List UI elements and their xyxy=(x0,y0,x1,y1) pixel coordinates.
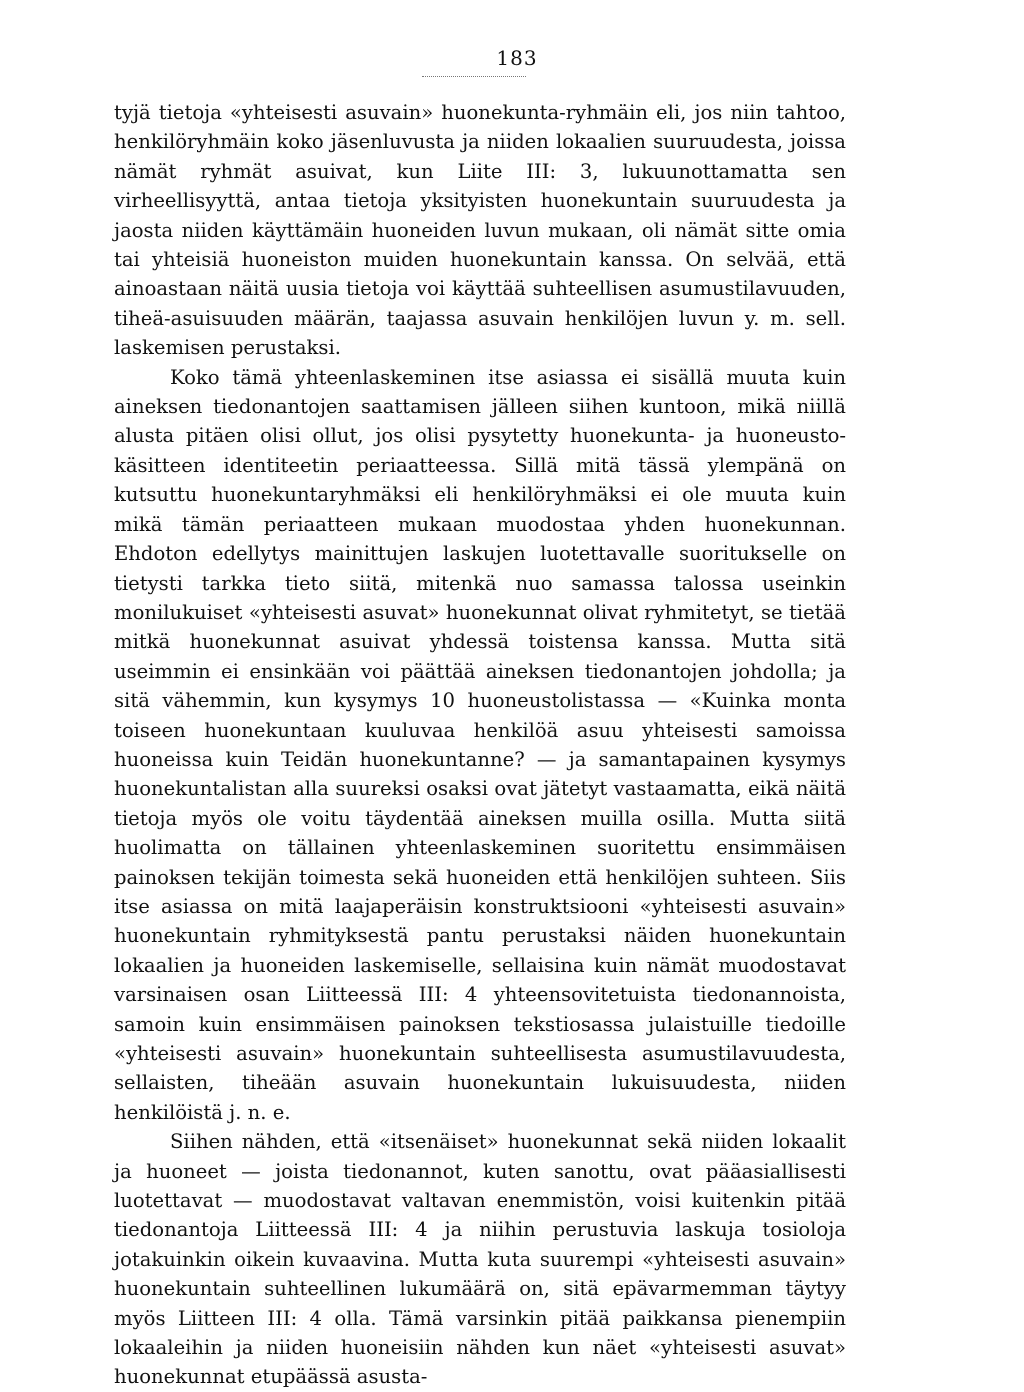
paragraph-1: tyjä tietoja «yhteisesti asuvain» huonekunta-ryhmäin eli, jos niin tahtoo, henkilöryhmäin koko jäsenluvusta ja niiden lokaalien suuruudesta, joissa nämät ryhmät asuivat, kun Liite III: 3, lukuunottamatta sen virheellisyyttä, antaa tietoja yksityisten huonekuntain suuruudesta ja jaosta niiden käyttämäin huoneiden luvun mukaan, oli nämät sitte omia tai yhteisiä huoneiston muiden huonekuntain kanssa. On selvää, että ainoastaan näitä uusia tietoja voi käyttää suhteellisen asumustilavuuden, tiheä-asuisuuden määrän, taajassa asuvain henkilöjen luvun y. m. sell. laskemisen perustaksi. xyxy=(114,101,846,360)
page-number: 183 xyxy=(496,46,538,70)
paragraph-2: Koko tämä yhteenlaskeminen itse asiassa ei sisällä muuta kuin aineksen tiedonantojen saattamisen jälleen siihen kuntoon, mikä niillä alusta pitäen olisi ollut, jos olisi pysytetty huonekunta- ja huoneusto-käsitteen identiteetin periaatteessa. Sillä mitä tässä ylempänä on kutsuttu huonekuntaryhmäksi eli henkilöryhmäksi ei ole muuta kuin mikä tämän periaatteen mukaan muodostaa yhden huonekunnan. Ehdoton edellytys mainittujen laskujen luotettavalle suoritukselle on tietysti tarkka tieto siitä, mitenkä nuo samassa talossa useinkin monilukuiset «yhteisesti asuvat» huonekunnat olivat ryhmitetyt, se tietää mitkä huonekunnat asuivat yhdessä toistensa kanssa. Mutta sitä useimmin ei ensinkään voi päättää aineksen tiedonantojen johdolla; ja sitä vähemmin, kun kysymys 10 huoneustolistassa — «Kuinka monta toiseen huonekuntaan kuuluvaa henkilöä asuu yhteisesti samoissa huoneissa kuin Teidän huonekuntanne? — ja samantapainen kysymys huonekuntalistan alla suureksi osaksi ovat jätetyt vastaamatta, eikä näitä tietoja myös ole voitu täydentää aineksen muilla osilla. Mutta siitä huolimatta on tällainen yhteenlaskeminen suoritettu ensimmäisen painoksen tekijän toimesta sekä huoneiden että henkilöjen suhteen. Siis itse asiassa on mitä laajaperäisin konstruktsiooni «yhteisesti asuvain» huonekuntain ryhmityksestä pantu perustaksi näiden huonekuntain lokaalien ja huoneiden laskemiselle, sellaisina kuin nämät muodostavat varsinaisen osan Liitteessä III: 4 yhteensovitetuista tiedonannoista, samoin kuin ensimmäisen painoksen tekstiosassa julaistuille tiedoille «yhteisesti asuvain» huonekuntain suhteellisesta asumustilavuudesta, sellaisten, tiheään asuvain huonekuntain lukuisuudesta, niiden henkilöistä j. n. e. xyxy=(114,365,846,1124)
paragraph-3: Siihen nähden, että «itsenäiset» huonekunnat sekä niiden lokaalit ja huoneet — joista tiedonannot, kuten sanottu, ovat pääasiallisesti luotettavat — muodostavat valtavan enemmistön, voisi kuitenkin pitää tiedonantoja Liitteessä III: 4 ja niihin perustuvia laskuja tosioloja jotakuinkin oikein kuvaavina. Mutta kuta suurempi «yhteisesti asuvain» huonekuntain suhteellinen lukumäärä on, sitä epävarmemman täytyy myös Liitteen III: 4 olla. Tämä varsinkin pitää paikkansa pienempiin lokaaleihin ja niiden huoneisiin nähden kun näet «yhteisesti asuvat» huonekunnat etupäässä asusta- xyxy=(114,1130,846,1389)
page-number-rule xyxy=(422,76,526,77)
body-text xyxy=(114,98,846,1392)
